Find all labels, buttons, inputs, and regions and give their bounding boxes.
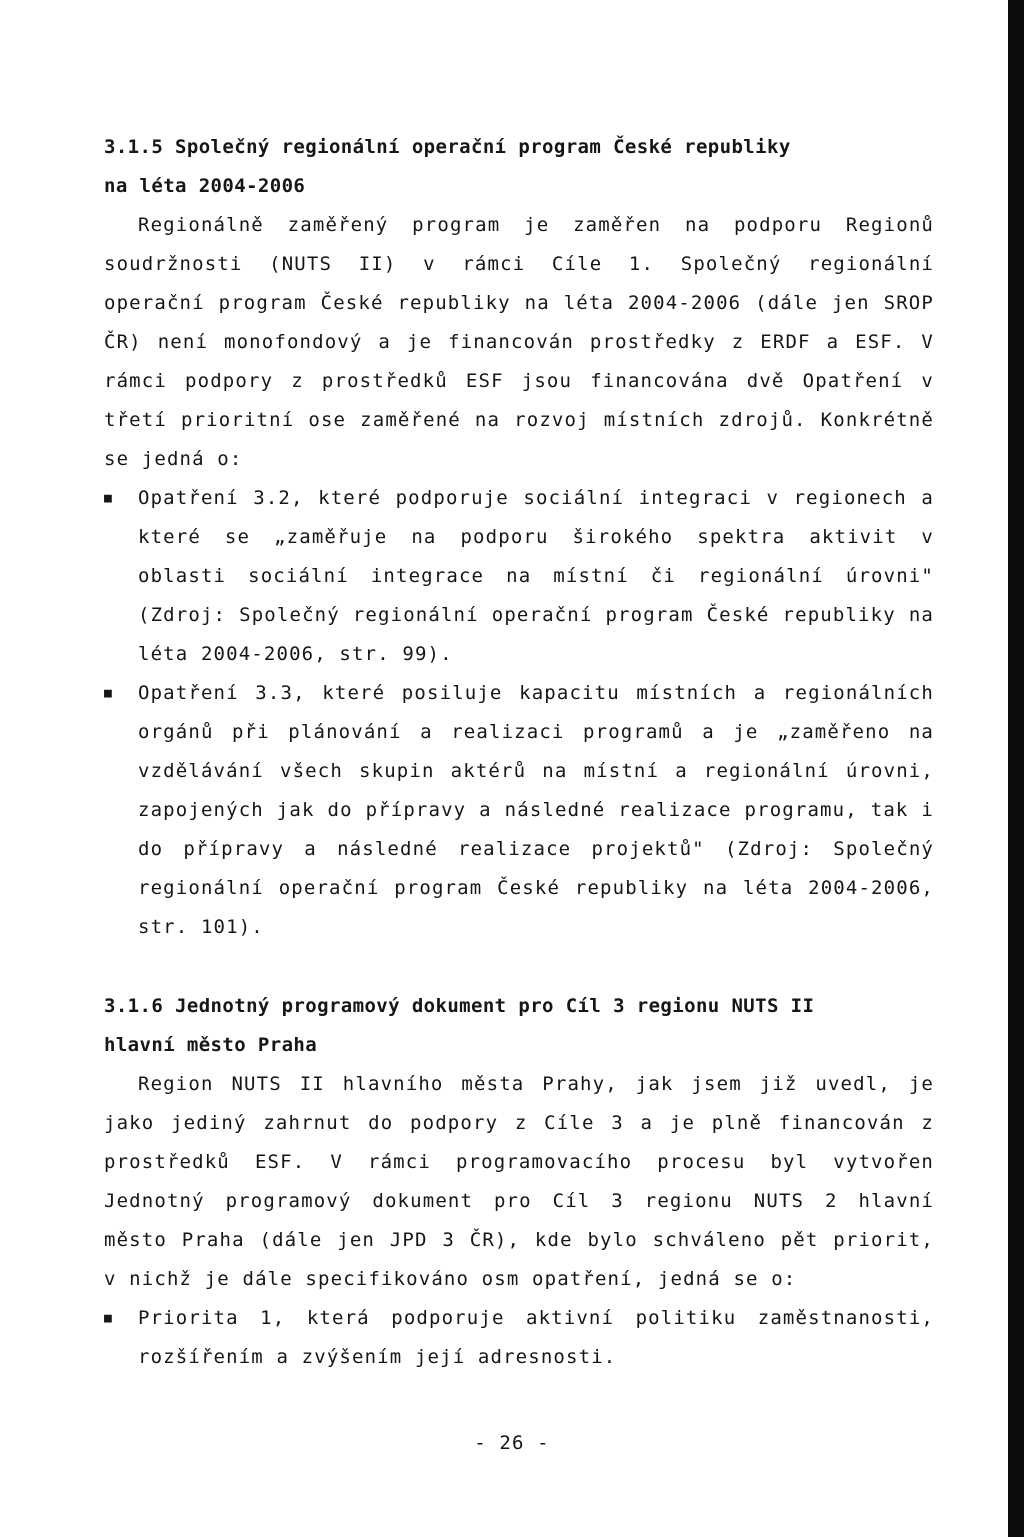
list-item-text: Priorita 1, která podporuje aktivní politiku zaměstnanosti, rozšířením a zvýšením její adresnosti. bbox=[138, 1307, 934, 1368]
list-item-text: Opatření 3.3, které posiluje kapacitu místních a regionálních orgánů při plánování a realizaci programů a je „zaměřeno na vzdělávání všech skupin aktérů na místní a regionální úrovni, zapojených jak do přípravy a následné realizace programu, tak i do přípravy a následné realizace projektů" (Zdroj: Společný regionální operační program České republiky na léta 2004-2006, str. 101). bbox=[138, 682, 934, 938]
list-item bbox=[104, 1299, 934, 1377]
page-number: - 26 - bbox=[474, 1432, 550, 1454]
scan-edge-bar bbox=[1008, 0, 1024, 1537]
list-item-text: Opatření 3.2, které podporuje sociální integraci v regionech a které se „zaměřuje na podporu širokého spektra aktivit v oblasti sociální integrace na místní či regionální úrovni" (Zdroj: Společný regionální operační program České republiky na léta 2004-2006, str. 99). bbox=[138, 487, 934, 665]
paragraph-text: Regionálně zaměřený program je zaměřen na podporu Regionů soudržnosti (NUTS II) v rámci Cíle 1. Společný regionální operační program České republiky na léta 2004-2006 (dále jen SROP ČR) není monofondový a je financován prostředky z ERDF a ESF. V rámci podpory z prostředků ESF jsou financována dvě Opatření v třetí prioritní ose zaměřené na rozvoj místních zdrojů. Konkrétně se jedná o: bbox=[104, 214, 934, 470]
section-3-1-6 bbox=[104, 987, 934, 1377]
section-gap bbox=[104, 947, 934, 987]
bullet-list bbox=[104, 1299, 934, 1377]
bullet-square-icon: ■ bbox=[104, 686, 112, 701]
bullet-list bbox=[104, 479, 934, 947]
section-paragraph bbox=[104, 1065, 934, 1299]
bullet-square-icon: ■ bbox=[104, 491, 112, 506]
section-heading: 3.1.6 Jednotný programový dokument pro Cíl 3 regionu NUTS II hlavní město Praha bbox=[104, 995, 815, 1056]
document-page bbox=[104, 128, 934, 1377]
section-3-1-5 bbox=[104, 128, 934, 947]
list-item bbox=[104, 479, 934, 674]
section-heading: 3.1.5 Společný regionální operační program České republiky na léta 2004-2006 bbox=[104, 136, 791, 197]
list-item bbox=[104, 674, 934, 947]
bullet-square-icon: ■ bbox=[104, 1311, 112, 1326]
paragraph-text: Region NUTS II hlavního města Prahy, jak jsem již uvedl, je jako jediný zahrnut do podpory z Cíle 3 a je plně financován z prostředků ESF. V rámci programovacího procesu byl vytvořen Jednotný programový dokument pro Cíl 3 regionu NUTS 2 hlavní město Praha (dále jen JPD 3 ČR), kde bylo schváleno pět priorit, v nichž je dále specifikováno osm opatření, jedná se o: bbox=[104, 1073, 934, 1290]
section-paragraph bbox=[104, 206, 934, 479]
